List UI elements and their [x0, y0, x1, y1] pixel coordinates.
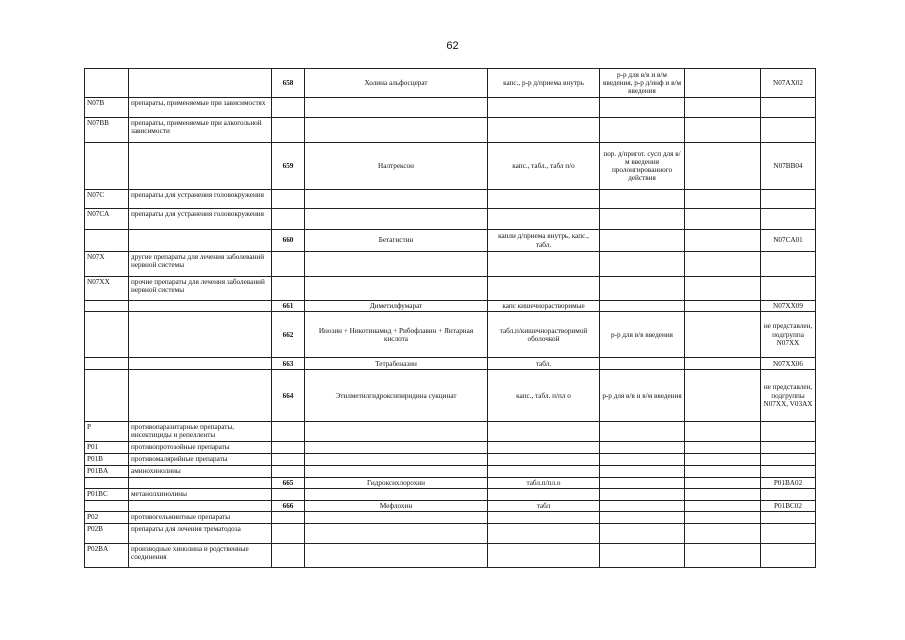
drug-name-cell	[305, 190, 488, 209]
dosage-form-cell	[488, 544, 600, 568]
extra-cell	[685, 466, 761, 478]
item-number-cell	[272, 489, 305, 501]
drug-name-cell: Диметилфумарат	[305, 301, 488, 312]
drug-name-cell	[305, 544, 488, 568]
group-name-cell: прочие препараты для лечения заболеваний нервной системы	[129, 277, 272, 301]
group-name-cell	[129, 501, 272, 512]
atc-code-cell	[761, 209, 816, 230]
atc-code-cell: N07XX09	[761, 301, 816, 312]
group-name-cell	[129, 478, 272, 489]
atc-code-cell	[761, 454, 816, 466]
extra-cell	[685, 301, 761, 312]
group-name-cell	[129, 301, 272, 312]
extra-cell	[685, 118, 761, 143]
injection-form-cell	[600, 230, 685, 252]
drug-name-cell	[305, 98, 488, 118]
atc-group-code-cell	[85, 501, 129, 512]
item-number-cell	[272, 252, 305, 277]
extra-cell	[685, 442, 761, 454]
atc-group-code-cell: P01	[85, 442, 129, 454]
drug-name-cell: Инозин + Никотинамид + Рибофлавин + Янтарная кислота	[305, 312, 488, 358]
injection-form-cell	[600, 478, 685, 489]
injection-form-cell	[600, 209, 685, 230]
item-number-cell	[272, 524, 305, 544]
table-row	[85, 422, 816, 442]
drug-name-cell	[305, 209, 488, 230]
drug-name-cell	[305, 489, 488, 501]
table-row	[85, 301, 816, 312]
extra-cell	[685, 312, 761, 358]
group-name-cell: противопаразитарные препараты, инсектициды и репелленты	[129, 422, 272, 442]
injection-form-cell	[600, 489, 685, 501]
drug-list-table	[84, 68, 816, 568]
dosage-form-cell: капс кишечнорастворимые	[488, 301, 600, 312]
dosage-form-cell	[488, 442, 600, 454]
group-name-cell: препараты для лечения трематодоза	[129, 524, 272, 544]
extra-cell	[685, 370, 761, 422]
atc-group-code-cell: N07CA	[85, 209, 129, 230]
item-number-cell	[272, 544, 305, 568]
drug-name-cell: Гидроксихлорохин	[305, 478, 488, 489]
atc-group-code-cell	[85, 358, 129, 370]
group-name-cell	[129, 358, 272, 370]
injection-form-cell: р-р для в/в и в/м введения, р-р д/инф и в/м введения	[600, 69, 685, 98]
atc-group-code-cell	[85, 478, 129, 489]
group-name-cell: метанолхинолины	[129, 489, 272, 501]
injection-form-cell	[600, 277, 685, 301]
table-body	[85, 69, 816, 568]
drug-name-cell	[305, 252, 488, 277]
item-number-cell: 659	[272, 143, 305, 190]
extra-cell	[685, 512, 761, 524]
table-row	[85, 98, 816, 118]
item-number-cell: 665	[272, 478, 305, 489]
atc-group-code-cell: N07B	[85, 98, 129, 118]
extra-cell	[685, 98, 761, 118]
item-number-cell: 662	[272, 312, 305, 358]
extra-cell	[685, 544, 761, 568]
injection-form-cell: пор. д/пригот. сусп для в/м введения пролонгированного действия	[600, 143, 685, 190]
atc-code-cell	[761, 98, 816, 118]
extra-cell	[685, 489, 761, 501]
item-number-cell: 666	[272, 501, 305, 512]
item-number-cell	[272, 98, 305, 118]
atc-group-code-cell	[85, 69, 129, 98]
table-row	[85, 209, 816, 230]
injection-form-cell	[600, 358, 685, 370]
injection-form-cell	[600, 422, 685, 442]
table-row	[85, 230, 816, 252]
injection-form-cell	[600, 544, 685, 568]
dosage-form-cell	[488, 118, 600, 143]
atc-group-code-cell: N07XX	[85, 277, 129, 301]
group-name-cell	[129, 370, 272, 422]
atc-group-code-cell	[85, 301, 129, 312]
atc-code-cell: P01BC02	[761, 501, 816, 512]
dosage-form-cell	[488, 422, 600, 442]
drug-name-cell	[305, 277, 488, 301]
dosage-form-cell	[488, 512, 600, 524]
item-number-cell	[272, 118, 305, 143]
table-row	[85, 489, 816, 501]
atc-group-code-cell	[85, 143, 129, 190]
dosage-form-cell: табл.п/пл.о	[488, 478, 600, 489]
atc-code-cell	[761, 524, 816, 544]
atc-code-cell	[761, 512, 816, 524]
group-name-cell	[129, 230, 272, 252]
table-row	[85, 312, 816, 358]
drug-name-cell	[305, 442, 488, 454]
drug-name-cell: Этилметилгидроксипиридина сукцинат	[305, 370, 488, 422]
dosage-form-cell	[488, 524, 600, 544]
injection-form-cell	[600, 98, 685, 118]
extra-cell	[685, 524, 761, 544]
atc-group-code-cell: P01B	[85, 454, 129, 466]
injection-form-cell: р-р для в/в и в/м введения	[600, 370, 685, 422]
table-row	[85, 277, 816, 301]
atc-code-cell	[761, 489, 816, 501]
group-name-cell: препараты для устранения головокружения	[129, 209, 272, 230]
drug-name-cell	[305, 454, 488, 466]
drug-name-cell: Мефлохин	[305, 501, 488, 512]
item-number-cell	[272, 512, 305, 524]
atc-group-code-cell: P	[85, 422, 129, 442]
item-number-cell	[272, 422, 305, 442]
table-row	[85, 478, 816, 489]
group-name-cell: противопротозойные препараты	[129, 442, 272, 454]
dosage-form-cell: капли д/приема внутрь, капс., табл.	[488, 230, 600, 252]
dosage-form-cell	[488, 277, 600, 301]
table-row	[85, 252, 816, 277]
atc-code-cell	[761, 252, 816, 277]
extra-cell	[685, 358, 761, 370]
atc-code-cell: P01BA02	[761, 478, 816, 489]
drug-name-cell: Налтрексон	[305, 143, 488, 190]
item-number-cell	[272, 454, 305, 466]
atc-code-cell	[761, 277, 816, 301]
injection-form-cell	[600, 442, 685, 454]
group-name-cell	[129, 143, 272, 190]
item-number-cell: 663	[272, 358, 305, 370]
injection-form-cell	[600, 454, 685, 466]
table-row	[85, 501, 816, 512]
atc-code-cell	[761, 544, 816, 568]
injection-form-cell	[600, 466, 685, 478]
item-number-cell	[272, 209, 305, 230]
dosage-form-cell: капс., табл. п/пл о	[488, 370, 600, 422]
atc-code-cell	[761, 422, 816, 442]
atc-code-cell	[761, 118, 816, 143]
drug-name-cell: Бетагистин	[305, 230, 488, 252]
dosage-form-cell	[488, 190, 600, 209]
atc-group-code-cell: P02BA	[85, 544, 129, 568]
table-row	[85, 358, 816, 370]
injection-form-cell	[600, 512, 685, 524]
table-row	[85, 466, 816, 478]
group-name-cell: препараты для устранения головокружения	[129, 190, 272, 209]
group-name-cell: производные хинолина и родственные соединения	[129, 544, 272, 568]
dosage-form-cell	[488, 466, 600, 478]
drug-name-cell	[305, 422, 488, 442]
group-name-cell: противомалярийные препараты	[129, 454, 272, 466]
dosage-form-cell	[488, 98, 600, 118]
table-row	[85, 512, 816, 524]
table-row	[85, 524, 816, 544]
atc-group-code-cell: N07BB	[85, 118, 129, 143]
group-name-cell: другие препараты для лечения заболеваний нервной системы	[129, 252, 272, 277]
atc-code-cell: N07AX02	[761, 69, 816, 98]
item-number-cell	[272, 190, 305, 209]
atc-group-code-cell: P01BA	[85, 466, 129, 478]
dosage-form-cell	[488, 489, 600, 501]
atc-code-cell	[761, 466, 816, 478]
group-name-cell: аминохинолины	[129, 466, 272, 478]
group-name-cell	[129, 69, 272, 98]
atc-code-cell: N07XX06	[761, 358, 816, 370]
injection-form-cell	[600, 118, 685, 143]
item-number-cell: 658	[272, 69, 305, 98]
atc-code-cell: N07CA01	[761, 230, 816, 252]
item-number-cell	[272, 466, 305, 478]
extra-cell	[685, 277, 761, 301]
extra-cell	[685, 190, 761, 209]
group-name-cell: препараты, применяемые при алкогольной зависимости	[129, 118, 272, 143]
item-number-cell: 664	[272, 370, 305, 422]
page-number: 62	[446, 40, 459, 52]
extra-cell	[685, 252, 761, 277]
atc-group-code-cell: P02	[85, 512, 129, 524]
group-name-cell: противогельминтные препараты	[129, 512, 272, 524]
item-number-cell	[272, 442, 305, 454]
dosage-form-cell: табл.п/кишечнорастворимой оболочкой	[488, 312, 600, 358]
dosage-form-cell	[488, 454, 600, 466]
drug-name-cell	[305, 512, 488, 524]
injection-form-cell	[600, 501, 685, 512]
table-row	[85, 190, 816, 209]
drug-name-cell	[305, 524, 488, 544]
drug-name-cell: Тетрабеназин	[305, 358, 488, 370]
table-row	[85, 370, 816, 422]
group-name-cell	[129, 312, 272, 358]
injection-form-cell	[600, 524, 685, 544]
atc-group-code-cell: P01BC	[85, 489, 129, 501]
extra-cell	[685, 501, 761, 512]
extra-cell	[685, 209, 761, 230]
dosage-form-cell	[488, 209, 600, 230]
injection-form-cell	[600, 190, 685, 209]
dosage-form-cell	[488, 252, 600, 277]
atc-code-cell	[761, 442, 816, 454]
table-row	[85, 454, 816, 466]
atc-code-cell: N07BB04	[761, 143, 816, 190]
dosage-form-cell: капс., р-р д/приема внутрь	[488, 69, 600, 98]
table-row	[85, 143, 816, 190]
item-number-cell	[272, 277, 305, 301]
atc-code-cell	[761, 190, 816, 209]
drug-name-cell: Холина альфосцерат	[305, 69, 488, 98]
item-number-cell: 661	[272, 301, 305, 312]
atc-code-cell: не представлен, подгруппа N07XX	[761, 312, 816, 358]
extra-cell	[685, 230, 761, 252]
injection-form-cell: р-р для в/в введения	[600, 312, 685, 358]
extra-cell	[685, 478, 761, 489]
atc-code-cell: не представлен, подгруппы N07XX, V03AX	[761, 370, 816, 422]
group-name-cell: препараты, применяемые при зависимостях	[129, 98, 272, 118]
table-row	[85, 442, 816, 454]
item-number-cell: 660	[272, 230, 305, 252]
drug-name-cell	[305, 466, 488, 478]
atc-group-code-cell: N07X	[85, 252, 129, 277]
extra-cell	[685, 422, 761, 442]
dosage-form-cell: табл	[488, 501, 600, 512]
injection-form-cell	[600, 301, 685, 312]
atc-group-code-cell	[85, 230, 129, 252]
extra-cell	[685, 454, 761, 466]
table-row	[85, 118, 816, 143]
table-row	[85, 544, 816, 568]
atc-group-code-cell: N07C	[85, 190, 129, 209]
dosage-form-cell: капс., табл., табл п/о	[488, 143, 600, 190]
atc-group-code-cell	[85, 312, 129, 358]
extra-cell	[685, 143, 761, 190]
atc-group-code-cell	[85, 370, 129, 422]
extra-cell	[685, 69, 761, 98]
drug-name-cell	[305, 118, 488, 143]
atc-group-code-cell: P02B	[85, 524, 129, 544]
injection-form-cell	[600, 252, 685, 277]
dosage-form-cell: табл.	[488, 358, 600, 370]
table-row	[85, 69, 816, 98]
